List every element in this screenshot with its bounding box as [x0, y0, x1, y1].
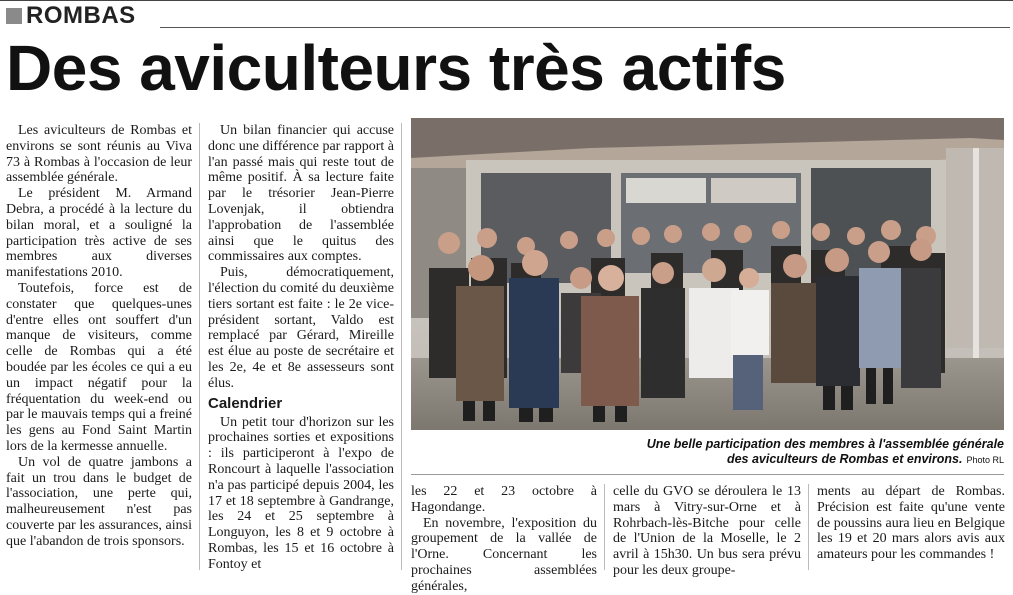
column-rule: [808, 484, 809, 570]
subheading-calendrier: Calendrier: [208, 394, 283, 412]
column-rule: [604, 484, 605, 570]
column-rule: [401, 123, 402, 570]
article-column-4: [613, 484, 801, 579]
paragraph: Le président M. Armand Debra, a procédé à la lecture du bilan moral, et a souligné la participation très active de ses membres aux diverses manifestations 2010.: [6, 186, 192, 281]
photo-credit: Photo RL: [966, 455, 1004, 465]
paragraph: En novembre, l'exposition du groupement de la vallée de l'Orne. Concernant les prochaines assemblées générales,: [411, 515, 597, 594]
photo-caption: [411, 437, 1004, 468]
paragraph: Un bilan financier qui accuse donc une différence par rapport à l'an passé mais qui reste tout de même positif. À sa lecture faite par le trésorier Jean-Pierre Lovenjak, il obtiendra l'approbation de l'assemblée ainsi que le quitus des commissaires aux comptes.: [208, 123, 394, 265]
article-column-3: [411, 484, 597, 595]
paragraph: ments au départ de Rombas. Précision est faite qu'une vente de poussins aura lieu en Belgique les 19 et 20 mars alors avis aux amateurs pour les commandes !: [817, 484, 1005, 563]
section-square-icon: [6, 8, 22, 24]
caption-rule: [411, 474, 1004, 475]
article-column-1: [6, 123, 192, 550]
paragraph: Un vol de quatre jambons a fait un trou dans le budget de l'association, une perte qui, malheureusement n'est pas couverte par les assurances, ainsi que l'abandon de trois sponsors.: [6, 454, 192, 549]
paragraph: Toutefois, force est de constater que quelques-unes d'entre elles ont souffert d'un manque de visiteurs, comme celle de Rombas qui a été boudée par les écoles ce qui a eu un impact négatif pour la fréquentation du week-end ou par le mauvais temps qui a freiné les gens au Fond Saint Martin lors de la kermesse annuelle.: [6, 280, 192, 454]
paragraph: Puis, démocratiquement, l'élection du comité du deuxième tiers sortant est faite : le 2e vice-président sortant, Valdo est remplacé par Gérard, Mireille est élue au poste de secrétaire et les 2e, 4e et 8e assesseurs sont élus.: [208, 265, 394, 391]
caption-line-2: [411, 452, 1004, 468]
section-name: ROMBAS: [26, 2, 136, 29]
caption-line-2-text: des aviculteurs de Rombas et environs.: [726, 452, 963, 466]
paragraph: les 22 et 23 octobre à Hagondange.: [411, 484, 597, 515]
top-rule: [0, 0, 1013, 1]
headline: Des aviculteurs très actifs: [6, 32, 786, 104]
article-column-5: [817, 484, 1005, 563]
paragraph: celle du GVO se déroulera le 13 mars à Vitry-sur-Orne et à Rohrbach-lès-Bitche pour celle de l'Union de la Moselle, le 2 avril à 15h30. Un bus sera prévu pour les deux groupe-: [613, 484, 801, 578]
group-photo: [411, 118, 1004, 430]
column-rule: [199, 123, 200, 570]
group-photo-illustration: [411, 118, 1004, 430]
paragraph: Les aviculteurs de Rombas et environs se sont réunis au Viva 73 à Rombas à l'occasion de leur assemblée générale.: [6, 123, 192, 186]
section-header: [6, 3, 136, 29]
paragraph: Un petit tour d'horizon sur les prochaines sorties et expositions : ils participeront à l'expo de Roncourt à laquelle l'association n'a pas participé depuis 2004, les 17 et 18 septembre à Gandrange, les 24 et 25 septembre à Longuyon, les 8 et 9 octobre à Rombas, les 15 et 16 octobre à Fontoy et: [208, 414, 394, 572]
article-column-2: [208, 123, 394, 573]
caption-line-1: Une belle participation des membres à l'assemblée générale: [646, 437, 1004, 451]
